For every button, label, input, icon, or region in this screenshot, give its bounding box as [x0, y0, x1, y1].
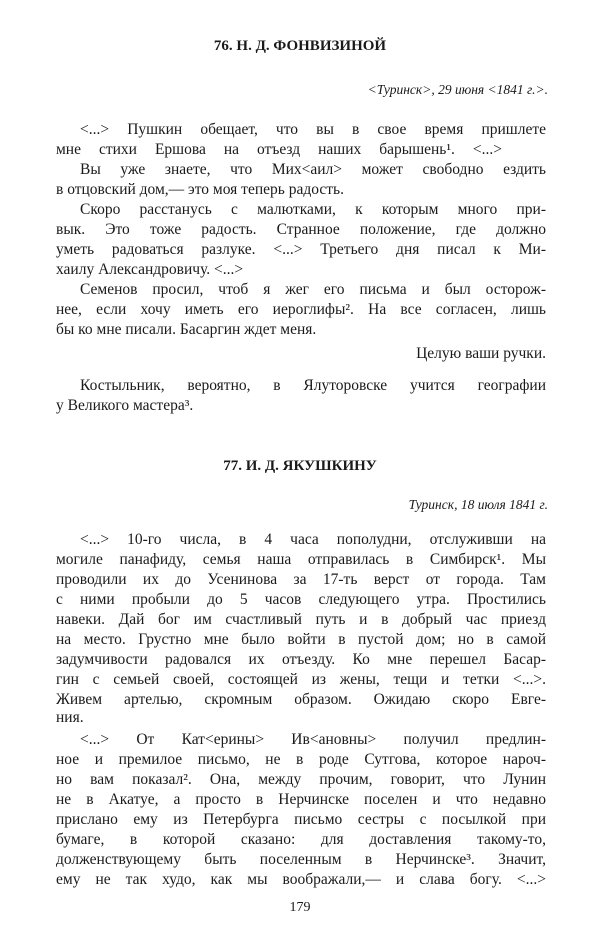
letter-77-line: <...> От Кат<ерины> Ив<ановны> получил предлин- [80, 731, 546, 748]
letter-77-line: бумаге, в которой сказано: для доставления такому-то, [56, 831, 546, 848]
letter-76-heading: 76. Н. Д. ФОНВИЗИНОЙ [213, 38, 387, 54]
letter-77-line: но вам показал². Она, между прочим, говорит, что Лунин [56, 771, 546, 788]
letter-76-line: Вы уже знаете, что Мих<аил> может свободно ездить [80, 161, 546, 178]
letter-76-postscript-line: Костыльник, вероятно, в Ялуторовске учится географии [80, 377, 546, 394]
letter-77-line: ное и премилое письмо, не в роде Сутгова, которое нароч- [56, 751, 546, 768]
letter-77-line: проводили их до Усенинова за 17-ть верст от города. Там [56, 571, 546, 588]
letter-76-postscript-line: у Великого мастера³. [56, 397, 194, 414]
letter-77-line: задумчивости радовался их отъезду. Ко мне перешел Басар- [56, 651, 546, 668]
letter-76-line: Скоро расстанусь с малютками, к которым много при- [80, 201, 546, 218]
letter-77-date: Туринск, 18 июля 1841 г. [408, 497, 548, 512]
letter-77-line: Живем артелью, скромным образом. Ожидаю скоро Евге- [56, 691, 546, 708]
letter-76-line: вык. Это тоже радость. Странное положение, где должно [56, 221, 546, 238]
letter-77-line: с ними пробыли до 5 часов следующего утра. Простились [56, 591, 546, 608]
letter-76-line: хаилу Александровичу. <...> [56, 261, 244, 278]
letter-77-line: <...> 10-го числа, в 4 часа пополудни, отслуживши на [80, 531, 546, 548]
letter-76-line: уметь радоваться разлуке. <...> Третьего дня писал к Ми- [56, 241, 546, 258]
letter-76-line: <...> Пушкин обещает, что вы в свое время пришлете [80, 121, 546, 138]
letter-77-line: ему не так худо, как мы воображали,— и слава богу. <...> [56, 871, 546, 888]
letter-77-line: гин с семьей своей, состоящей из жены, тещи и тетки <...>. [56, 671, 546, 688]
letter-76-date: <Туринск>, 29 июня <1841 г.>. [367, 82, 548, 97]
letter-77-line: ния. [56, 709, 84, 726]
letter-76-line: мне стихи Ершова на отъезд наших барышень¹. <...> [56, 141, 502, 158]
letter-77-line: долженствующему быть поселенным в Нерчинске³. Значит, [56, 851, 546, 868]
letter-77-line: прислано ему из Петербурга письмо сестры с посылкой при [56, 811, 546, 828]
letter-76-closing: Целую ваши ручки. [416, 345, 546, 362]
letter-76-line: Семенов просил, чтоб я жег его письма и был осторож- [80, 281, 546, 298]
letter-76-line: в отцовский дом,— это моя теперь радость. [56, 181, 344, 198]
letter-77-line: не в Акатуе, а просто в Нерчинске поселен и что недавно [56, 791, 546, 808]
letter-76-line: бы ко мне писали. Басаргин ждет меня. [56, 321, 317, 338]
letter-77-heading: 77. И. Д. ЯКУШКИНУ [223, 458, 377, 474]
page-number: 179 [289, 900, 311, 915]
letter-76-line: нее, если хочу иметь его иероглифы². На все согласен, лишь [56, 301, 546, 318]
letter-77-line: навеки. Дай бог им счастливый путь и в добрый час приезд [56, 611, 546, 628]
letter-77-line: на место. Грустно мне было войти в пустой дом; но в самой [56, 631, 546, 648]
letter-77-line: могиле панафиду, семья наша отправилась в Симбирск¹. Мы [56, 551, 546, 568]
